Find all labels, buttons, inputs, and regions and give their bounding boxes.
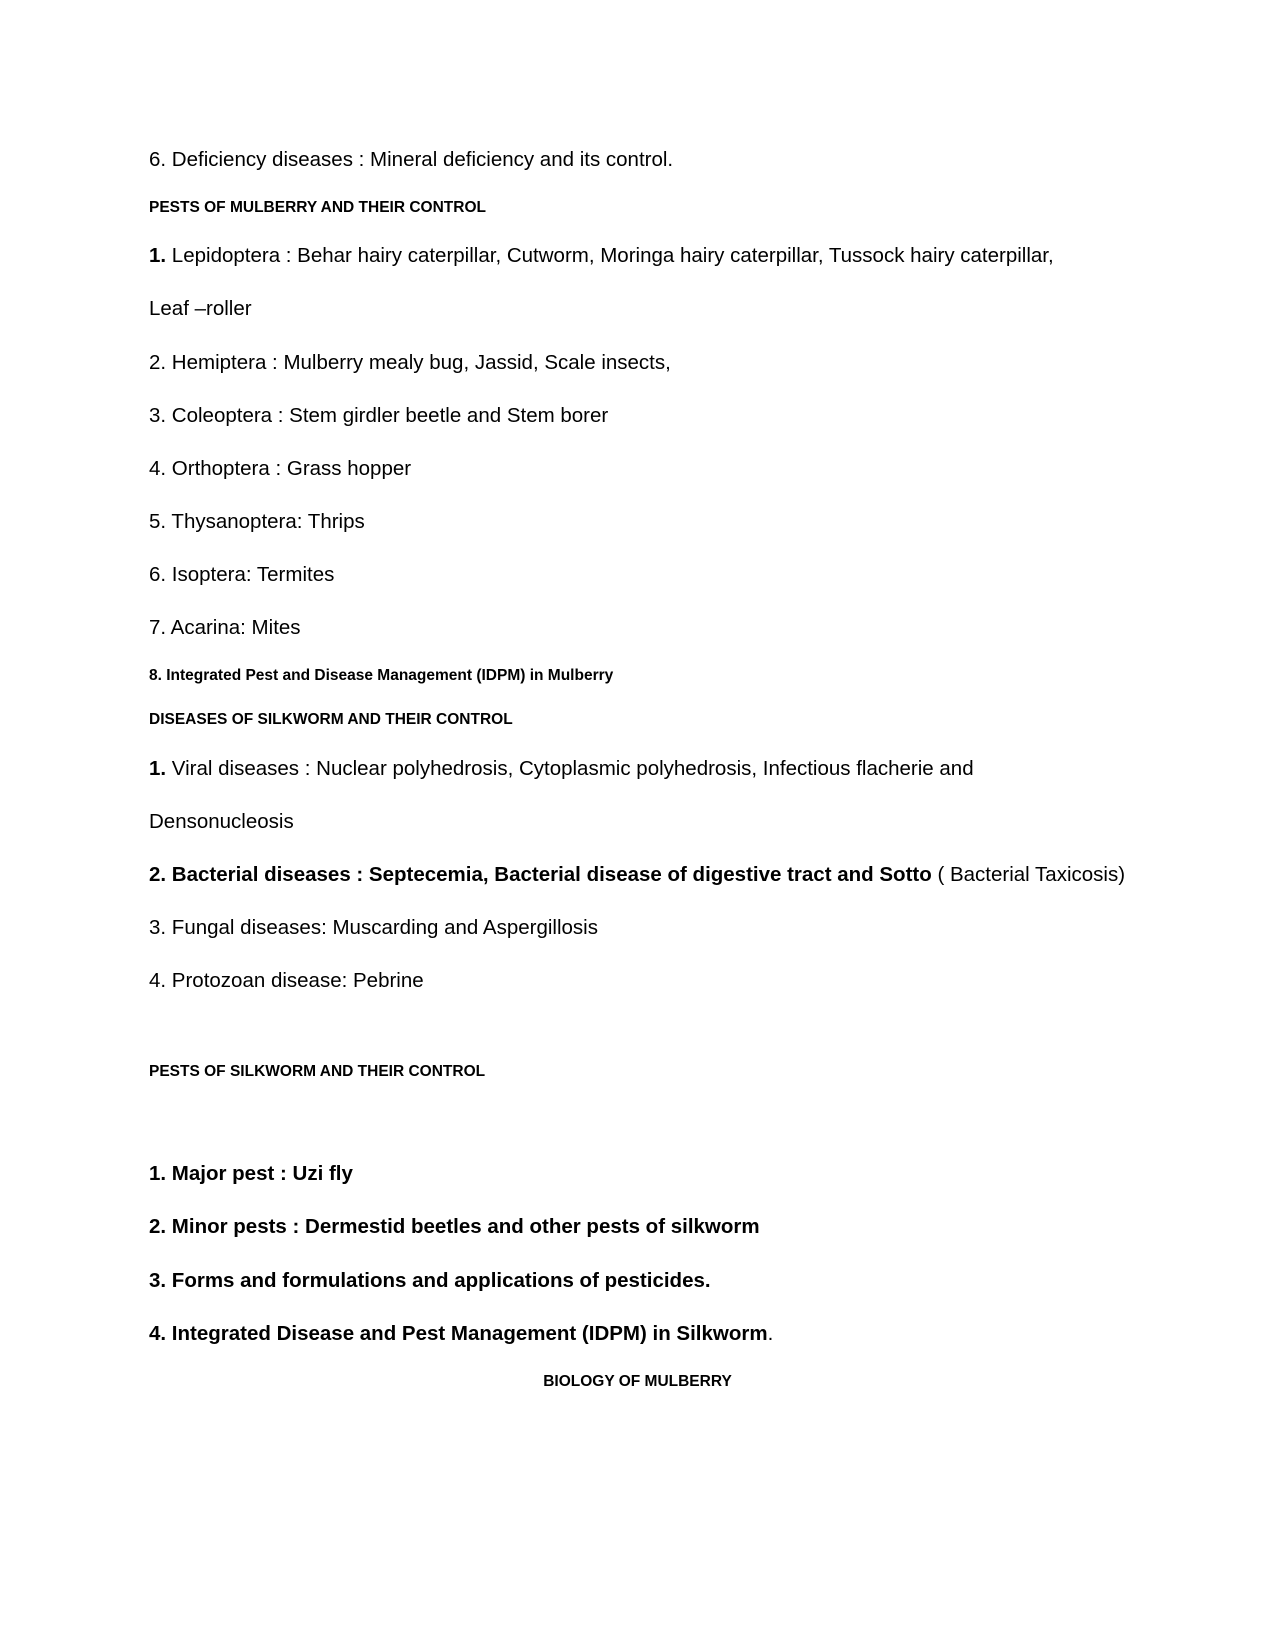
item-text: Viral diseases : Nuclear polyhedrosis, Cytoplasmic polyhedrosis, Infectious flacherie and (166, 757, 974, 780)
mulberry-pest-item-3: 3. Coleoptera : Stem girdler beetle and Stem borer (149, 404, 609, 427)
mulberry-pest-item-5: 5. Thysanoptera: Thrips (149, 510, 365, 533)
silkworm-disease-item-1 (149, 756, 974, 782)
mulberry-pest-item-1-continued: Leaf –roller (149, 297, 252, 320)
silkworm-pest-item-4 (149, 1321, 773, 1347)
silkworm-disease-item-3: 3. Fungal diseases: Muscarding and Aspergillosis (149, 916, 598, 939)
silkworm-pest-item-3: 3. Forms and formulations and applications of pesticides. (149, 1269, 711, 1292)
item-number: 1. (149, 244, 167, 267)
mulberry-pest-item-4: 4. Orthoptera : Grass hopper (149, 457, 412, 480)
pests-of-silkworm-heading: PESTS OF SILKWORM AND THEIR CONTROL (149, 1063, 486, 1080)
item-bold-text: 2. Bacterial diseases : Septecemia, Bacterial disease of digestive tract and Sotto (149, 863, 932, 886)
deficiency-diseases-line: 6. Deficiency diseases : Mineral deficiency and its control. (149, 148, 674, 171)
mulberry-pest-item-1 (149, 243, 1054, 269)
mulberry-pest-item-7: 7. Acarina: Mites (149, 616, 301, 639)
silkworm-pest-item-2: 2. Minor pests : Dermestid beetles and other pests of silkworm (149, 1215, 760, 1238)
silkworm-pest-item-1: 1. Major pest : Uzi fly (149, 1162, 353, 1185)
item-text: Lepidoptera : Behar hairy caterpillar, Cutworm, Moringa hairy caterpillar, Tussock hairy caterpillar, (166, 244, 1054, 267)
silkworm-disease-item-4: 4. Protozoan disease: Pebrine (149, 969, 424, 992)
item-number: 1. (149, 757, 167, 780)
mulberry-pest-item-6: 6. Isoptera: Termites (149, 563, 335, 586)
silkworm-disease-item-1-continued: Densonucleosis (149, 810, 294, 833)
mulberry-pest-item-2: 2. Hemiptera : Mulberry mealy bug, Jassid, Scale insects, (149, 351, 671, 374)
item-text: ( Bacterial Taxicosis) (931, 863, 1126, 886)
mulberry-pest-item-8: 8. Integrated Pest and Disease Management (IDPM) in Mulberry (149, 667, 614, 684)
item-bold-text: 4. Integrated Disease and Pest Management (IDPM) in Silkworm (149, 1322, 768, 1345)
silkworm-disease-item-2 (149, 862, 1125, 888)
pests-of-mulberry-heading: PESTS OF MULBERRY AND THEIR CONTROL (149, 199, 486, 216)
diseases-of-silkworm-heading: DISEASES OF SILKWORM AND THEIR CONTROL (149, 711, 513, 728)
item-text: . (767, 1322, 774, 1345)
biology-of-mulberry-heading: BIOLOGY OF MULBERRY (543, 1373, 732, 1390)
